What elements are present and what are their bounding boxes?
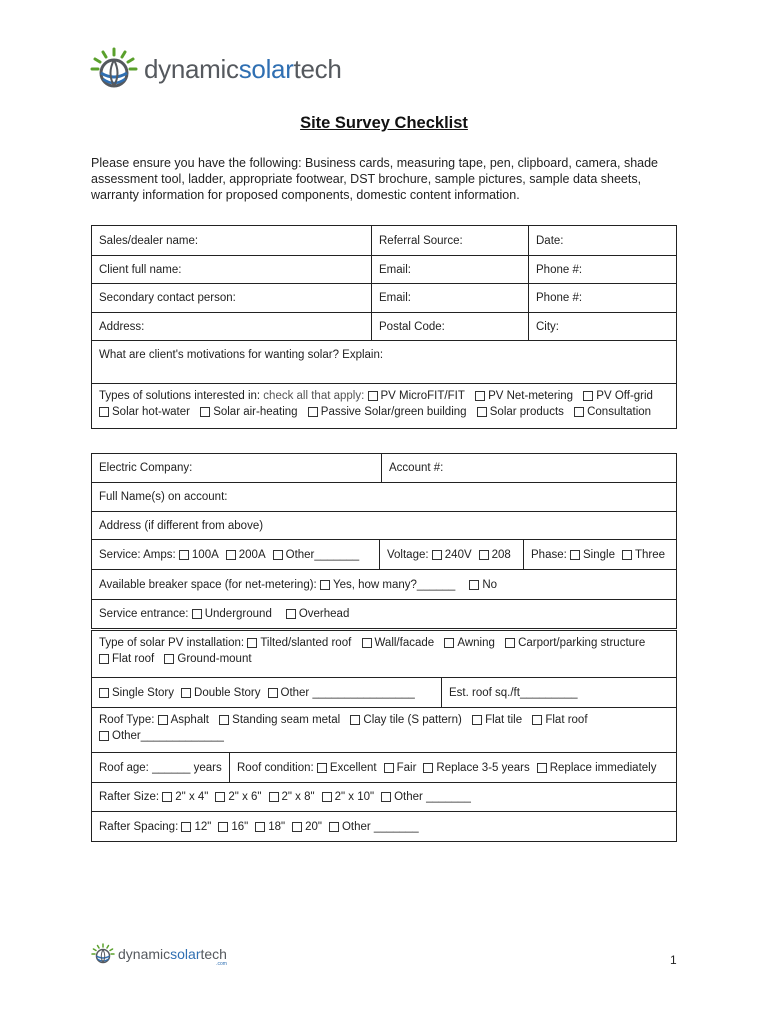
checkbox-200a[interactable] [226,550,236,560]
option-label: Excellent [329,761,377,774]
installation-table [91,630,677,842]
checkbox-solar-hot-water[interactable] [99,407,109,417]
phase-label: Phase: [531,548,567,561]
sun-globe-icon [90,47,138,91]
checkbox-wall-facade[interactable] [362,638,372,648]
table-row [92,226,676,255]
option-label: Flat roof [545,714,588,726]
solutions-label: Types of solutions interested in: [99,390,261,402]
checkbox-pv-net-metering[interactable] [475,391,485,401]
option-label: No [482,578,498,591]
checkbox-flat-roof[interactable] [532,715,542,725]
option-label: Wall/facade [374,637,435,649]
service-entrance [92,600,676,628]
service-label: Service: Amps: [99,548,176,561]
service-phase [523,540,676,569]
solutions-hint: check all that apply: [263,390,365,402]
checkbox-excellent[interactable] [317,763,327,773]
client-name-field[interactable]: Client full name: [99,263,182,276]
option-label: 2" x 8" [281,791,315,803]
checkbox-amps-other[interactable] [273,550,283,560]
checkbox-story-other[interactable] [268,688,278,698]
option-label: Three [634,548,666,561]
option-label: Ground-mount [177,652,252,665]
checkbox-double-story[interactable] [181,688,191,698]
option-label: PV Off-grid [596,390,653,402]
option-label: 2" x 6" [228,791,262,803]
account-address-field[interactable]: Address (if different from above) [99,519,264,532]
option-label: Flat roof [112,652,155,665]
option-label: 240V [444,548,472,561]
motivations-label: What are client's motivations for wanting solar? Explain: [99,349,384,361]
rafter-size-options [92,783,676,811]
checkbox-breaker-no[interactable] [469,580,479,590]
checkbox-240v[interactable] [432,550,442,560]
option-label: Tilted/slanted roof [260,637,352,649]
account-name-field[interactable]: Full Name(s) on account: [99,491,228,503]
checkbox-awning[interactable] [444,638,454,648]
entrance-row [92,599,676,628]
table-row [92,454,676,482]
option-label: 208 [491,548,511,561]
checkbox-solar-air-heating[interactable] [200,407,210,417]
option-label: Asphalt [170,714,209,726]
option-label: 20" [305,820,322,833]
checkbox-carport[interactable] [505,638,515,648]
option-label: Solar hot-water [112,405,190,418]
rafter-spacing-label: Rafter Spacing: [99,820,179,833]
story-row [92,677,676,707]
option-label: 2" x 4" [175,791,209,803]
service-amps [92,540,380,569]
date-field[interactable]: Date: [528,226,676,255]
option-label: Replace immediately [549,761,657,774]
checkbox-20in[interactable] [292,822,302,832]
electric-service-table [91,453,677,629]
option-label: Single [583,548,615,561]
option-label: Flat tile [485,714,523,726]
checkbox-passive-solar[interactable] [308,407,318,417]
checkbox-consultation[interactable] [574,407,584,417]
checkbox-solar-products[interactable] [477,407,487,417]
solutions-options [92,384,676,420]
electric-company-field[interactable]: Electric Company: [99,462,193,474]
option-label: Other ________________ [280,686,415,699]
option-label: Standing seam metal [232,714,341,726]
checkbox-208[interactable] [479,550,489,560]
option-label: Single Story [112,686,175,699]
checkbox-12in[interactable] [181,822,191,832]
footer-logo [91,943,227,965]
sun-globe-icon [91,943,115,965]
page-number: 1 [670,953,677,967]
option-label: 18" [268,820,286,833]
option-label: 16" [231,820,249,833]
checkbox-pv-off-grid[interactable] [583,391,593,401]
checkbox-rafter-spacing-other[interactable] [329,822,339,832]
rafter-spacing-options [92,812,676,841]
option-label: Yes, how many?______ [332,578,456,591]
option-label: Fair [396,761,417,774]
referral-source-field[interactable]: Referral Source: [371,226,529,255]
service-voltage [379,540,524,569]
checkbox-rafter-size-other[interactable] [381,792,391,802]
roof-condition [229,753,676,782]
checkbox-fair[interactable] [384,763,394,773]
voltage-label: Voltage: [387,548,429,561]
option-label: 200A [238,548,266,561]
table-row [92,312,676,340]
checkbox-18in[interactable] [255,822,265,832]
checkbox-clay-tile[interactable] [350,715,360,725]
breaker-label: Available breaker space (for net-metering): [99,578,317,591]
checkbox-standing-seam[interactable] [219,715,229,725]
checkbox-breaker-yes[interactable] [320,580,330,590]
checkbox-replace-now[interactable] [537,763,547,773]
checkbox-single-story[interactable] [99,688,109,698]
option-label: Solar air-heating [213,405,298,418]
checkbox-flat-roof-install[interactable] [99,654,109,664]
intro-paragraph: Please ensure you have the following: Business cards, measuring tape, pen, clipboard, camera, shade assessment tool, ladder, appropriate footwear, DST brochure, sample pictures, sample data sheets, warranty information for proposed components, domestic content information. [91,156,658,202]
install-type-options [92,631,676,667]
option-label: 100A [191,548,219,561]
checkbox-single-phase[interactable] [570,550,580,560]
option-label: Replace 3-5 years [436,761,530,774]
rafter-size-row [92,782,676,811]
email-field[interactable]: Email: [371,256,529,283]
secondary-phone-field[interactable]: Phone #: [528,284,676,312]
checkbox-100a[interactable] [179,550,189,560]
roof-age-row [92,752,676,782]
install-type-label: Type of solar PV installation: [99,637,245,649]
checkbox-roof-other[interactable] [99,731,109,741]
option-label: 2" x 10" [334,791,375,803]
sales-dealer-field[interactable]: Sales/dealer name: [99,234,199,247]
table-row [92,511,676,539]
logo-wordmark: dynamicsolartech [144,53,342,84]
phone-field[interactable]: Phone #: [528,256,676,283]
option-label: Underground [204,608,272,620]
story-options [92,678,442,707]
page-title: Site Survey Checklist [300,114,468,132]
option-label: Solar products [489,405,564,418]
option-label: PV Net-metering [488,390,574,402]
option-label: Other_____________ [112,729,224,742]
company-logo [90,44,342,94]
motivations-field[interactable] [92,340,676,383]
option-label: Overhead [298,608,350,620]
table-row [92,255,676,283]
option-label: Double Story [194,686,261,699]
account-number-field[interactable]: Account #: [381,454,676,482]
option-label: Other _______ [394,791,471,803]
roof-type-options [92,708,676,744]
roof-condition-label: Roof condition: [237,761,314,774]
option-label: Other _______ [341,820,419,833]
roof-age-field[interactable]: Roof age: ______ years [99,761,222,774]
checkbox-asphalt[interactable] [158,715,168,725]
option-label: Carport/parking structure [518,637,646,649]
checkbox-ground-mount[interactable] [164,654,174,664]
option-label: Consultation [587,405,652,418]
checkbox-replace-3-5[interactable] [423,763,433,773]
roof-type-row [92,707,676,752]
option-label: 12" [194,820,212,833]
solutions-row [92,383,676,428]
option-label: Passive Solar/green building [320,405,467,418]
roof-type-label: Roof Type: [99,714,155,726]
install-type-row [92,631,676,677]
service-row [92,539,676,569]
option-label: Awning [457,637,495,649]
table-row [92,283,676,312]
rafter-size-label: Rafter Size: [99,791,160,803]
client-info-table [91,225,677,429]
roof-area-field[interactable]: Est. roof sq./ft_________ [441,678,676,707]
checkbox-underground[interactable] [192,609,202,619]
checkbox-2x8[interactable] [269,792,279,802]
table-row [92,482,676,511]
breaker-row [92,569,676,599]
option-label: Other_______ [285,548,360,561]
footer-wordmark: dynamicsolartech .com [118,946,227,967]
rafter-spacing-row [92,811,676,841]
checkbox-2x4[interactable] [162,792,172,802]
breaker-space [92,570,676,599]
checkbox-pv-microfit[interactable] [368,391,378,401]
checkbox-2x6[interactable] [215,792,225,802]
checkbox-three-phase[interactable] [622,550,632,560]
secondary-contact-field[interactable]: Secondary contact person: [99,292,236,304]
city-field[interactable]: City: [528,313,676,340]
option-label: PV MicroFIT/FIT [380,390,465,402]
entrance-label: Service entrance: [99,608,189,620]
checkbox-tilted-roof[interactable] [247,638,257,648]
address-field[interactable]: Address: [99,320,145,333]
checkbox-overhead[interactable] [286,609,296,619]
checkbox-2x10[interactable] [322,792,332,802]
checkbox-16in[interactable] [218,822,228,832]
footer-domain-suffix: .com [216,961,227,967]
secondary-email-field[interactable]: Email: [371,284,529,312]
checkbox-flat-tile[interactable] [472,715,482,725]
option-label: Clay tile (S pattern) [363,714,462,726]
postal-code-field[interactable]: Postal Code: [371,313,529,340]
